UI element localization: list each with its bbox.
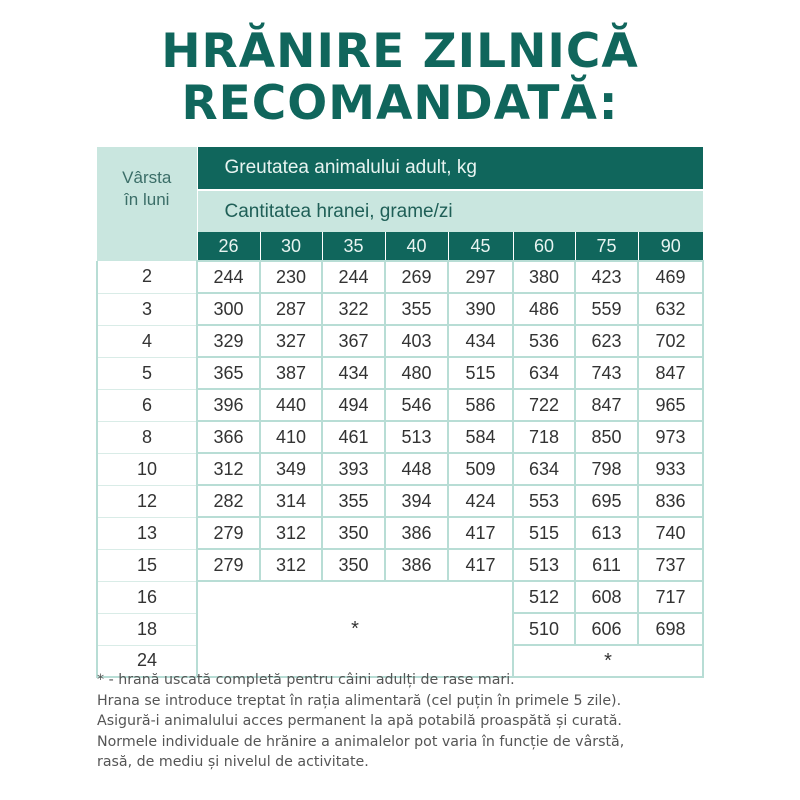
value-cell: 367 — [322, 325, 385, 357]
value-cell: 634 — [513, 357, 575, 389]
value-cell: 836 — [638, 485, 703, 517]
age-column-header — [97, 147, 197, 261]
age-cell: 16 — [97, 581, 197, 613]
value-cell: 394 — [385, 485, 448, 517]
table-row — [97, 549, 703, 581]
table-row — [97, 357, 703, 389]
footnote-line: Asigură-i animalului acces permanent la apă potabilă proaspătă și curată. — [97, 713, 622, 729]
value-cell: 965 — [638, 389, 703, 421]
value-cell: 933 — [638, 453, 703, 485]
value-cell: 559 — [575, 293, 638, 325]
value-cell: 512 — [513, 581, 575, 613]
footnote-line: Normele individuale de hrănire a animalelor pot varia în funcție de vârstă, — [97, 733, 625, 750]
feeding-table — [96, 147, 704, 678]
table-row — [97, 453, 703, 485]
value-cell: 349 — [260, 453, 322, 485]
value-cell: 279 — [197, 517, 260, 549]
value-cell: 312 — [197, 453, 260, 485]
page-title — [0, 26, 800, 130]
value-cell: 510 — [513, 613, 575, 645]
age-cell: 18 — [97, 613, 197, 645]
value-cell: 448 — [385, 453, 448, 485]
value-cell: 722 — [513, 389, 575, 421]
star-marker: * — [604, 649, 612, 672]
value-cell: 536 — [513, 325, 575, 357]
table-row — [97, 581, 703, 613]
value-cell: 613 — [575, 517, 638, 549]
age-cell: 4 — [97, 325, 197, 357]
age-cell: 24 — [97, 645, 197, 677]
value-cell: 513 — [513, 549, 575, 581]
value-cell: 424 — [448, 485, 513, 517]
value-cell: 312 — [260, 549, 322, 581]
value-cell: 611 — [575, 549, 638, 581]
weight-col-60: 60 — [513, 232, 575, 261]
value-cell: 440 — [260, 389, 322, 421]
value-cell: 486 — [513, 293, 575, 325]
footnote-line: rasă, de mediu și nivelul de activitate. — [97, 754, 369, 770]
value-cell: 553 — [513, 485, 575, 517]
value-cell: 718 — [513, 421, 575, 453]
weight-col-40: 40 — [385, 232, 448, 261]
age-cell: 8 — [97, 421, 197, 453]
value-cell: 365 — [197, 357, 260, 389]
value-cell: 230 — [260, 261, 322, 293]
age-cell: 2 — [97, 261, 197, 293]
value-cell: 269 — [385, 261, 448, 293]
value-cell: 350 — [322, 549, 385, 581]
table-row — [97, 421, 703, 453]
value-cell: 244 — [197, 261, 260, 293]
footnote-line: * - hrană uscată completă pentru câini adulți de rase mari. — [97, 672, 515, 688]
weight-col-90: 90 — [638, 232, 703, 261]
value-cell: 798 — [575, 453, 638, 485]
value-cell: 737 — [638, 549, 703, 581]
value-cell: 434 — [322, 357, 385, 389]
value-cell: 695 — [575, 485, 638, 517]
value-cell: 327 — [260, 325, 322, 357]
value-cell: 632 — [638, 293, 703, 325]
value-cell: 584 — [448, 421, 513, 453]
age-cell: 10 — [97, 453, 197, 485]
title-line-1: HRĂNIRE ZILNICĂ — [161, 24, 639, 79]
star-marker: * — [351, 617, 359, 640]
value-cell: 393 — [322, 453, 385, 485]
table-row — [97, 325, 703, 357]
table-row — [97, 261, 703, 293]
value-cell: 515 — [513, 517, 575, 549]
value-cell: 312 — [260, 517, 322, 549]
value-cell: 515 — [448, 357, 513, 389]
table-row — [97, 485, 703, 517]
value-cell: 469 — [638, 261, 703, 293]
age-cell: 5 — [97, 357, 197, 389]
weight-col-26: 26 — [197, 232, 260, 261]
value-cell: 698 — [638, 613, 703, 645]
table-row — [97, 293, 703, 325]
value-cell: 282 — [197, 485, 260, 517]
value-cell: 423 — [575, 261, 638, 293]
age-header-line-2: în luni — [124, 190, 170, 209]
weight-col-30: 30 — [260, 232, 322, 261]
value-cell: 513 — [385, 421, 448, 453]
footnotes — [97, 670, 737, 773]
age-cell: 6 — [97, 389, 197, 421]
value-cell: 717 — [638, 581, 703, 613]
value-cell: 380 — [513, 261, 575, 293]
value-cell: 702 — [638, 325, 703, 357]
weight-header: Greutatea animalului adult, kg — [197, 147, 703, 190]
value-cell: 355 — [322, 485, 385, 517]
value-cell: 300 — [197, 293, 260, 325]
value-cell: 623 — [575, 325, 638, 357]
age-cell: 15 — [97, 549, 197, 581]
value-cell: 314 — [260, 485, 322, 517]
value-cell: 386 — [385, 549, 448, 581]
value-cell: 410 — [260, 421, 322, 453]
age-header-line-1: Vârsta — [122, 168, 172, 187]
value-cell: 387 — [260, 357, 322, 389]
value-cell: 850 — [575, 421, 638, 453]
value-cell: 322 — [322, 293, 385, 325]
value-cell: 586 — [448, 389, 513, 421]
table-body — [97, 261, 703, 581]
table-row — [97, 517, 703, 549]
weight-col-75: 75 — [575, 232, 638, 261]
table-row — [97, 389, 703, 421]
value-cell: 509 — [448, 453, 513, 485]
value-cell: 480 — [385, 357, 448, 389]
value-cell: 386 — [385, 517, 448, 549]
value-cell: 279 — [197, 549, 260, 581]
value-cell: 366 — [197, 421, 260, 453]
value-cell: 608 — [575, 581, 638, 613]
value-cell: 396 — [197, 389, 260, 421]
value-cell: 740 — [638, 517, 703, 549]
value-cell: 847 — [575, 389, 638, 421]
value-cell: 417 — [448, 517, 513, 549]
value-cell: 417 — [448, 549, 513, 581]
weight-col-35: 35 — [322, 232, 385, 261]
value-cell: 350 — [322, 517, 385, 549]
value-cell: 355 — [385, 293, 448, 325]
value-cell: 634 — [513, 453, 575, 485]
value-cell: 606 — [575, 613, 638, 645]
value-cell: 287 — [260, 293, 322, 325]
weight-col-45: 45 — [448, 232, 513, 261]
age-cell: 12 — [97, 485, 197, 517]
value-cell: 434 — [448, 325, 513, 357]
no-data-note-cell — [197, 581, 513, 677]
title-line-2: RECOMANDATĂ: — [181, 76, 619, 131]
value-cell: 390 — [448, 293, 513, 325]
value-cell: 403 — [385, 325, 448, 357]
value-cell: 297 — [448, 261, 513, 293]
value-cell: 461 — [322, 421, 385, 453]
age-cell: 3 — [97, 293, 197, 325]
value-cell: 494 — [322, 389, 385, 421]
value-cell: 847 — [638, 357, 703, 389]
footnote-line: Hrana se introduce treptat în rația alimentară (cel puțin în primele 5 zile). — [97, 692, 622, 709]
quantity-header: Cantitatea hranei, grame/zi — [197, 190, 703, 232]
age-cell: 13 — [97, 517, 197, 549]
value-cell: 973 — [638, 421, 703, 453]
table-tail — [97, 581, 703, 677]
value-cell: 743 — [575, 357, 638, 389]
value-cell: 329 — [197, 325, 260, 357]
value-cell: 244 — [322, 261, 385, 293]
value-cell: 546 — [385, 389, 448, 421]
